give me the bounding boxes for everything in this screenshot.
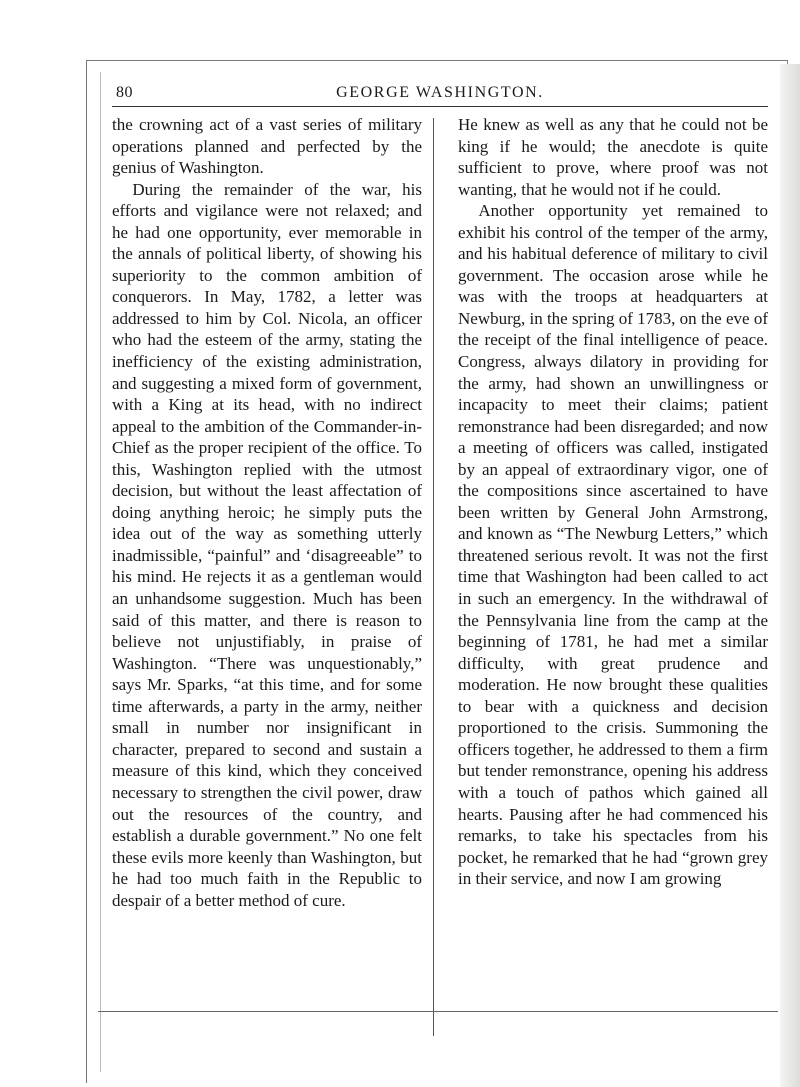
bottom-rule <box>98 1011 778 1012</box>
page-edge <box>780 64 800 1087</box>
scan-shadow <box>100 72 101 1072</box>
right-column <box>458 114 768 911</box>
paragraph: the crowning act of a vast series of military operations planned and perfected by the genius of Washington. <box>112 115 422 178</box>
text-columns <box>112 114 768 911</box>
page-number: 80 <box>116 84 133 101</box>
paragraph: He knew as well as any that he could not be king if he would; the anecdote is quite sufficient to prove, where proof was not wanting, that he would not if he could. <box>458 115 768 199</box>
running-head: GEORGE WASHINGTON. <box>336 84 544 101</box>
book-page <box>112 66 768 1076</box>
left-column <box>112 114 422 911</box>
page-header <box>112 66 768 107</box>
column-divider <box>433 118 434 1036</box>
paragraph: During the remainder of the war, his efforts and vigilance were not relaxed; and he had one opportunity, ever memorable in the annals of political liberty, of showing his superiority to the common ambition of conquerors. In May, 1782, a letter was addressed to him by Col. Nicola, an officer who had the esteem of the army, stating the inefficiency of the existing administration, and suggesting a mixed form of government, with a King at its head, with no indirect appeal to the ambition of the Commander-in-Chief as the proper recipient of the office. To this, Washington replied with the utmost decision, but without the least affectation of doing anything heroic; he simply puts the idea out of the way as something utterly inadmissible, “painful” and ‘disagreeable” to his mind. He rejects it as a gentleman would an unhandsome suggestion. Much has been said of this matter, and there is reason to believe not unjustifiably, in praise of Washington. “There was unquestionably,” says Mr. Sparks, “at this time, and for some time afterwards, a party in the army, neither small in number nor insignificant in character, prepared to second and sustain a measure of this kind, which they conceived necessary to strengthen the civil power, draw out the resources of the country, and establish a durable government.” No one felt these evils more keenly than Washington, but he had too much faith in the Republic to despair of a better method of cure. <box>112 179 422 910</box>
paragraph: Another opportunity yet remained to exhibit his control of the temper of the army, and his habitual deference of military to civil government. The occasion arose while he was with the troops at headquarters at Newburg, in the spring of 1783, on the eve of the receipt of the final intelligence of peace. Congress, always dilatory in providing for the army, had shown an unwillingness or incapacity to meet their claims; patient remonstrance had been disregarded; and now a meeting of officers was called, instigated by an appeal of extraordinary vigor, one of the compositions since ascertained to have been written by General John Armstrong, and known as “The Newburg Letters,” which threatened serious revolt. It was not the first time that Washington had been called to act in such an emergency. In the withdrawal of the Pennsylvania line from the camp at the beginning of 1781, he had met a similar difficulty, with great prudence and moderation. He now brought these qualities to bear with a quickness and decision proportioned to the crisis. Summoning the officers together, he addressed to them a firm but tender remonstrance, opening his address with a touch of pathos which gained all hearts. Pausing after he had commenced his remarks, to take his spectacles from his pocket, he remarked that he had “grown grey in their service, and now I am growing <box>458 201 768 889</box>
